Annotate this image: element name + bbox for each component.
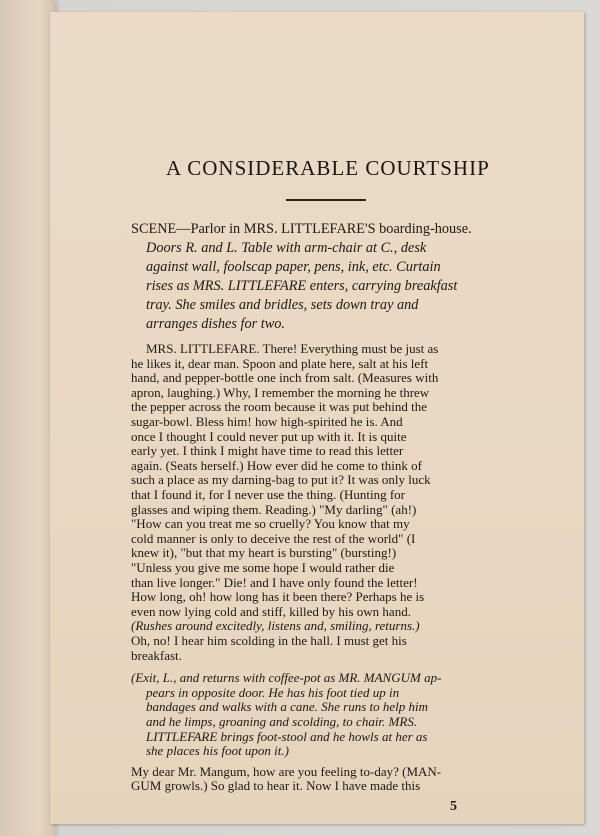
title-rule (286, 199, 366, 201)
dialogue-line: cold manner is only to deceive the rest of the world" (I (131, 530, 416, 546)
dialogue-line: apron, laughing.) Why, I remember the morning he threw (131, 384, 430, 400)
page-number: 5 (450, 799, 457, 814)
dialogue-line: than live longer." Die! and I have only found the letter! (131, 574, 418, 590)
dialogue-line: once I thought I could never put up with it. It is quite (131, 428, 407, 444)
dialogue-line: How long, oh! how long has it been there? Perhaps he is (131, 589, 425, 605)
dialogue-line: "Unless you give me some hope I would rather die (131, 560, 395, 575)
dialogue-line: knew it), "but that my heart is bursting" (bursting!) (131, 545, 397, 561)
dialogue-line: hand, and pepper-bottle one inch from salt. (Measures with (131, 370, 439, 386)
scene-line: rises as MRS. LITTLEFARE enters, carrying breakfast (146, 278, 458, 294)
closing-line: GUM growls.) So glad to hear it. Now I have made this (131, 778, 421, 794)
dialogue-line: such a place as my darning-bag to put it? It was only luck (131, 472, 431, 488)
stage-direction-line: she places his foot upon it.) (146, 743, 289, 759)
scene-line: arranges dishes for two. (146, 316, 286, 332)
dialogue-line: sugar-bowl. Bless him! how high-spirited he is. And (131, 414, 403, 429)
dialogue-line: MRS. LITTLEFARE. There! Everything must be just as (146, 341, 439, 356)
scene-line: Doors R. and L. Table with arm-chair at C., desk (146, 240, 427, 256)
dialogue-line: (Rushes around excitedly, listens and, smiling, returns.) (131, 618, 420, 634)
stage-direction-line: LITTLEFARE brings foot-stool and he howls at her as (146, 728, 428, 744)
dialogue-line: "How can you treat me so cruelly? You know that my (131, 516, 410, 532)
stage-direction-line: (Exit, L., and returns with coffee-pot as MR. MANGUM ap- (131, 670, 442, 686)
dialogue-line: breakfast. (131, 647, 182, 663)
stage-direction-line: bandages and walks with a cane. She runs to help him (146, 699, 429, 715)
stage-direction-line: pears in opposite door. He has his foot tied up in (146, 684, 400, 700)
dialogue-line: even now lying cold and stiff, killed by his own hand. (131, 603, 411, 619)
closing-line: My dear Mr. Mangum, how are you feeling to-day? (MAN- (131, 763, 442, 779)
scene-line: against wall, foolscap paper, pens, ink, etc. Curtain (146, 259, 441, 275)
facing-page-edge (0, 0, 55, 836)
dialogue-line: the pepper across the room because it was put behind the (131, 399, 428, 415)
stage-direction-line: and he limps, groaning and scolding, to chair. MRS. (146, 714, 418, 729)
dialogue-line: early yet. I think I might have time to read this letter (131, 443, 404, 459)
dialogue-line: again. (Seats herself.) How ever did he come to think of (131, 457, 422, 473)
scene-line: tray. She smiles and bridles, sets down tray and (146, 297, 419, 313)
dialogue-line: Oh, no! I hear him scolding in the hall. I must get his (131, 633, 407, 648)
page-title: A CONSIDERABLE COURTSHIP (166, 156, 490, 180)
dialogue-line: he likes it, dear man. Spoon and plate here, salt at his left (131, 355, 429, 371)
scene-line: SCENE—Parlor in MRS. LITTLEFARE'S boarding-house. (131, 221, 472, 237)
dialogue-line: that I found it, for I never use the thing. (Hunting for (131, 487, 406, 502)
dialogue-line: glasses and wiping them. Reading.) "My darling" (ah!) (131, 501, 417, 517)
